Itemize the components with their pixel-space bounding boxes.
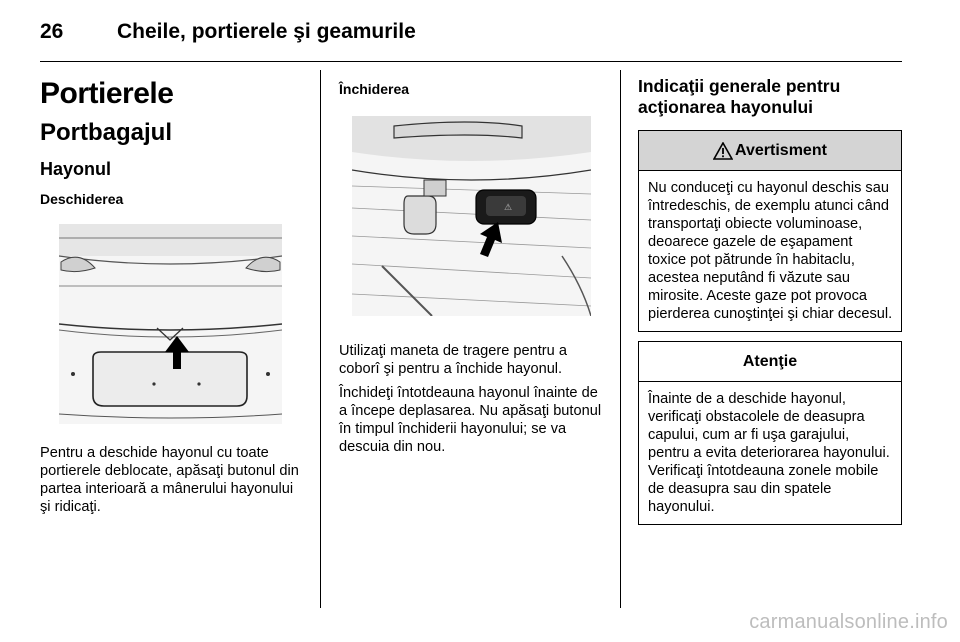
warning-triangle-icon bbox=[713, 142, 733, 160]
general-instructions-title: Indicaţii generale pentru acţionarea hayonului bbox=[638, 76, 841, 117]
column-left bbox=[40, 70, 302, 516]
caution-text: Înainte de a deschide hayonul, verificaţi obstacolele de deasupra capului, cum ar fi uşa garajului, pentru a evita deteriorarea hayonului. Verificaţi întotdeauna zonele mobile de deasupra sau din spatele hayonului. bbox=[648, 391, 890, 515]
warning-header bbox=[639, 131, 901, 171]
tailgate-opening-illustration bbox=[59, 224, 282, 424]
section-title: Portierele bbox=[40, 77, 174, 110]
closing-instructions: Utilizaţi maneta de tragere pentru a coborî şi pentru a închide hayonul. bbox=[339, 343, 567, 377]
warning-text: Nu conduceţi cu hayonul deschis sau întredeschis, de exemplu atunci când transportaţi obiecte voluminoase, deoarece gazele de eşapament toxice pot pătrunde în habitaclu, acestea neputând fi văzute sau mirosite. Aceste gaze pot provoca pierderea cunoştinţei şi chiar decesul. bbox=[648, 180, 893, 322]
step-title: Închiderea bbox=[339, 81, 410, 97]
caution-header bbox=[639, 342, 901, 382]
opening-instructions: Pentru a deschide hayonul cu toate portierele deblocate, apăsaţi butonul din partea interioară a mânerului hayonului şi ridicaţi. bbox=[40, 445, 299, 515]
caution-title: Atenţie bbox=[742, 352, 798, 370]
watermark: carmanualsonline.info bbox=[749, 611, 948, 633]
tailgate-closing-illustration bbox=[352, 116, 591, 316]
column-middle bbox=[339, 70, 605, 456]
page-header bbox=[40, 18, 902, 62]
page-number: 26 bbox=[40, 20, 64, 43]
caution-box bbox=[638, 341, 902, 525]
column-divider bbox=[620, 70, 621, 608]
step-title: Deschiderea bbox=[40, 191, 124, 207]
warning-title: Avertisment bbox=[735, 141, 827, 159]
column-divider bbox=[320, 70, 321, 608]
topic-title: Hayonul bbox=[40, 159, 112, 179]
svg-text:⚠: ⚠ bbox=[504, 203, 513, 213]
closing-warning-note: Închideţi întotdeauna hayonul înainte de a începe deplasarea. Nu apăsaţi butonul în timpul închiderii hayonului; se va descuia din nou. bbox=[339, 385, 602, 455]
column-right bbox=[638, 70, 902, 525]
warning-box bbox=[638, 130, 902, 332]
chapter-title: Cheile, portierele şi geamurile bbox=[117, 20, 416, 43]
subsection-title: Portbagajul bbox=[40, 119, 173, 146]
